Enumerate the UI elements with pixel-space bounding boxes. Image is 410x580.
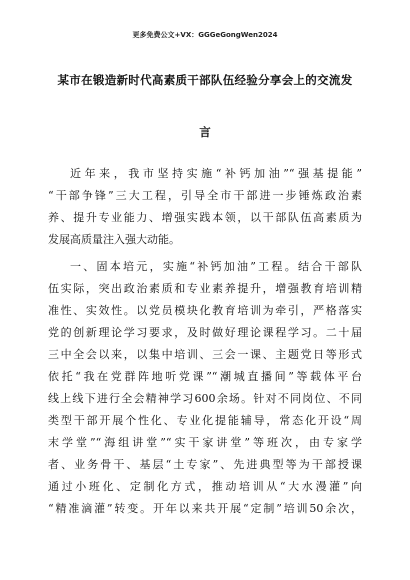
document-title: 某市在锻造新时代高素质干部队伍经验分享会上的交流发 (57, 73, 353, 87)
paragraph-intro (48, 163, 362, 251)
header-note: 更多免费公文+VX：GGGeGongWen2024 (132, 31, 278, 39)
text-line: 类型干部开展个性化、专业化提能辅导，常态化开设“周 (48, 414, 362, 427)
text-line: “精准滴灌”转变。开年以来共开展“定制”培训50余次， (48, 502, 362, 515)
text-line: 党的创新理论学习要求，及时做好理论课程学习。二十届 (48, 326, 362, 339)
text-line: 依托“我在党群阵地听党课”“潮城直播间”等载体平台 (48, 370, 362, 383)
text-line: “干部争锋”三大工程，引导全市干部进一步锤炼政治素 (48, 189, 362, 202)
text-line: 末学堂”“海组讲堂”“实干家讲堂”等班次，由专家学 (48, 436, 362, 449)
paragraph-section-one (48, 256, 362, 520)
text-line: 准性、实效性。以党员模块化教育培训为牵引，严格落实 (48, 304, 362, 317)
text-line: 伍实际，突出政治素质和专业素养提升，增强教育培训精 (48, 282, 362, 295)
text-line: 养、提升专业能力、增强实践本领，以干部队伍高素质为 (48, 211, 362, 224)
text-line: 一、固本培元，实施“补钙加油”工程。结合干部队 (70, 260, 362, 273)
text-line: 线上线下进行全会精神学习600余场。针对不同岗位、不同 (48, 392, 362, 405)
text-line: 近年来，我市坚持实施“补钙加油”“强基提能” (70, 167, 362, 180)
text-line: 发展高质量注入强大动能。 (48, 233, 180, 246)
text-line: 三中全会以来，以集中培训、三会一课、主题党日等形式 (48, 348, 362, 361)
document-title-continuation: 言 (199, 125, 211, 139)
text-line: 者、业务骨干、基层“土专家”、先进典型等为干部授课 (48, 458, 362, 471)
text-line: 通过小班化、定制化方式，推动培训从“大水漫灌”向 (48, 480, 362, 493)
document-body (48, 163, 362, 520)
